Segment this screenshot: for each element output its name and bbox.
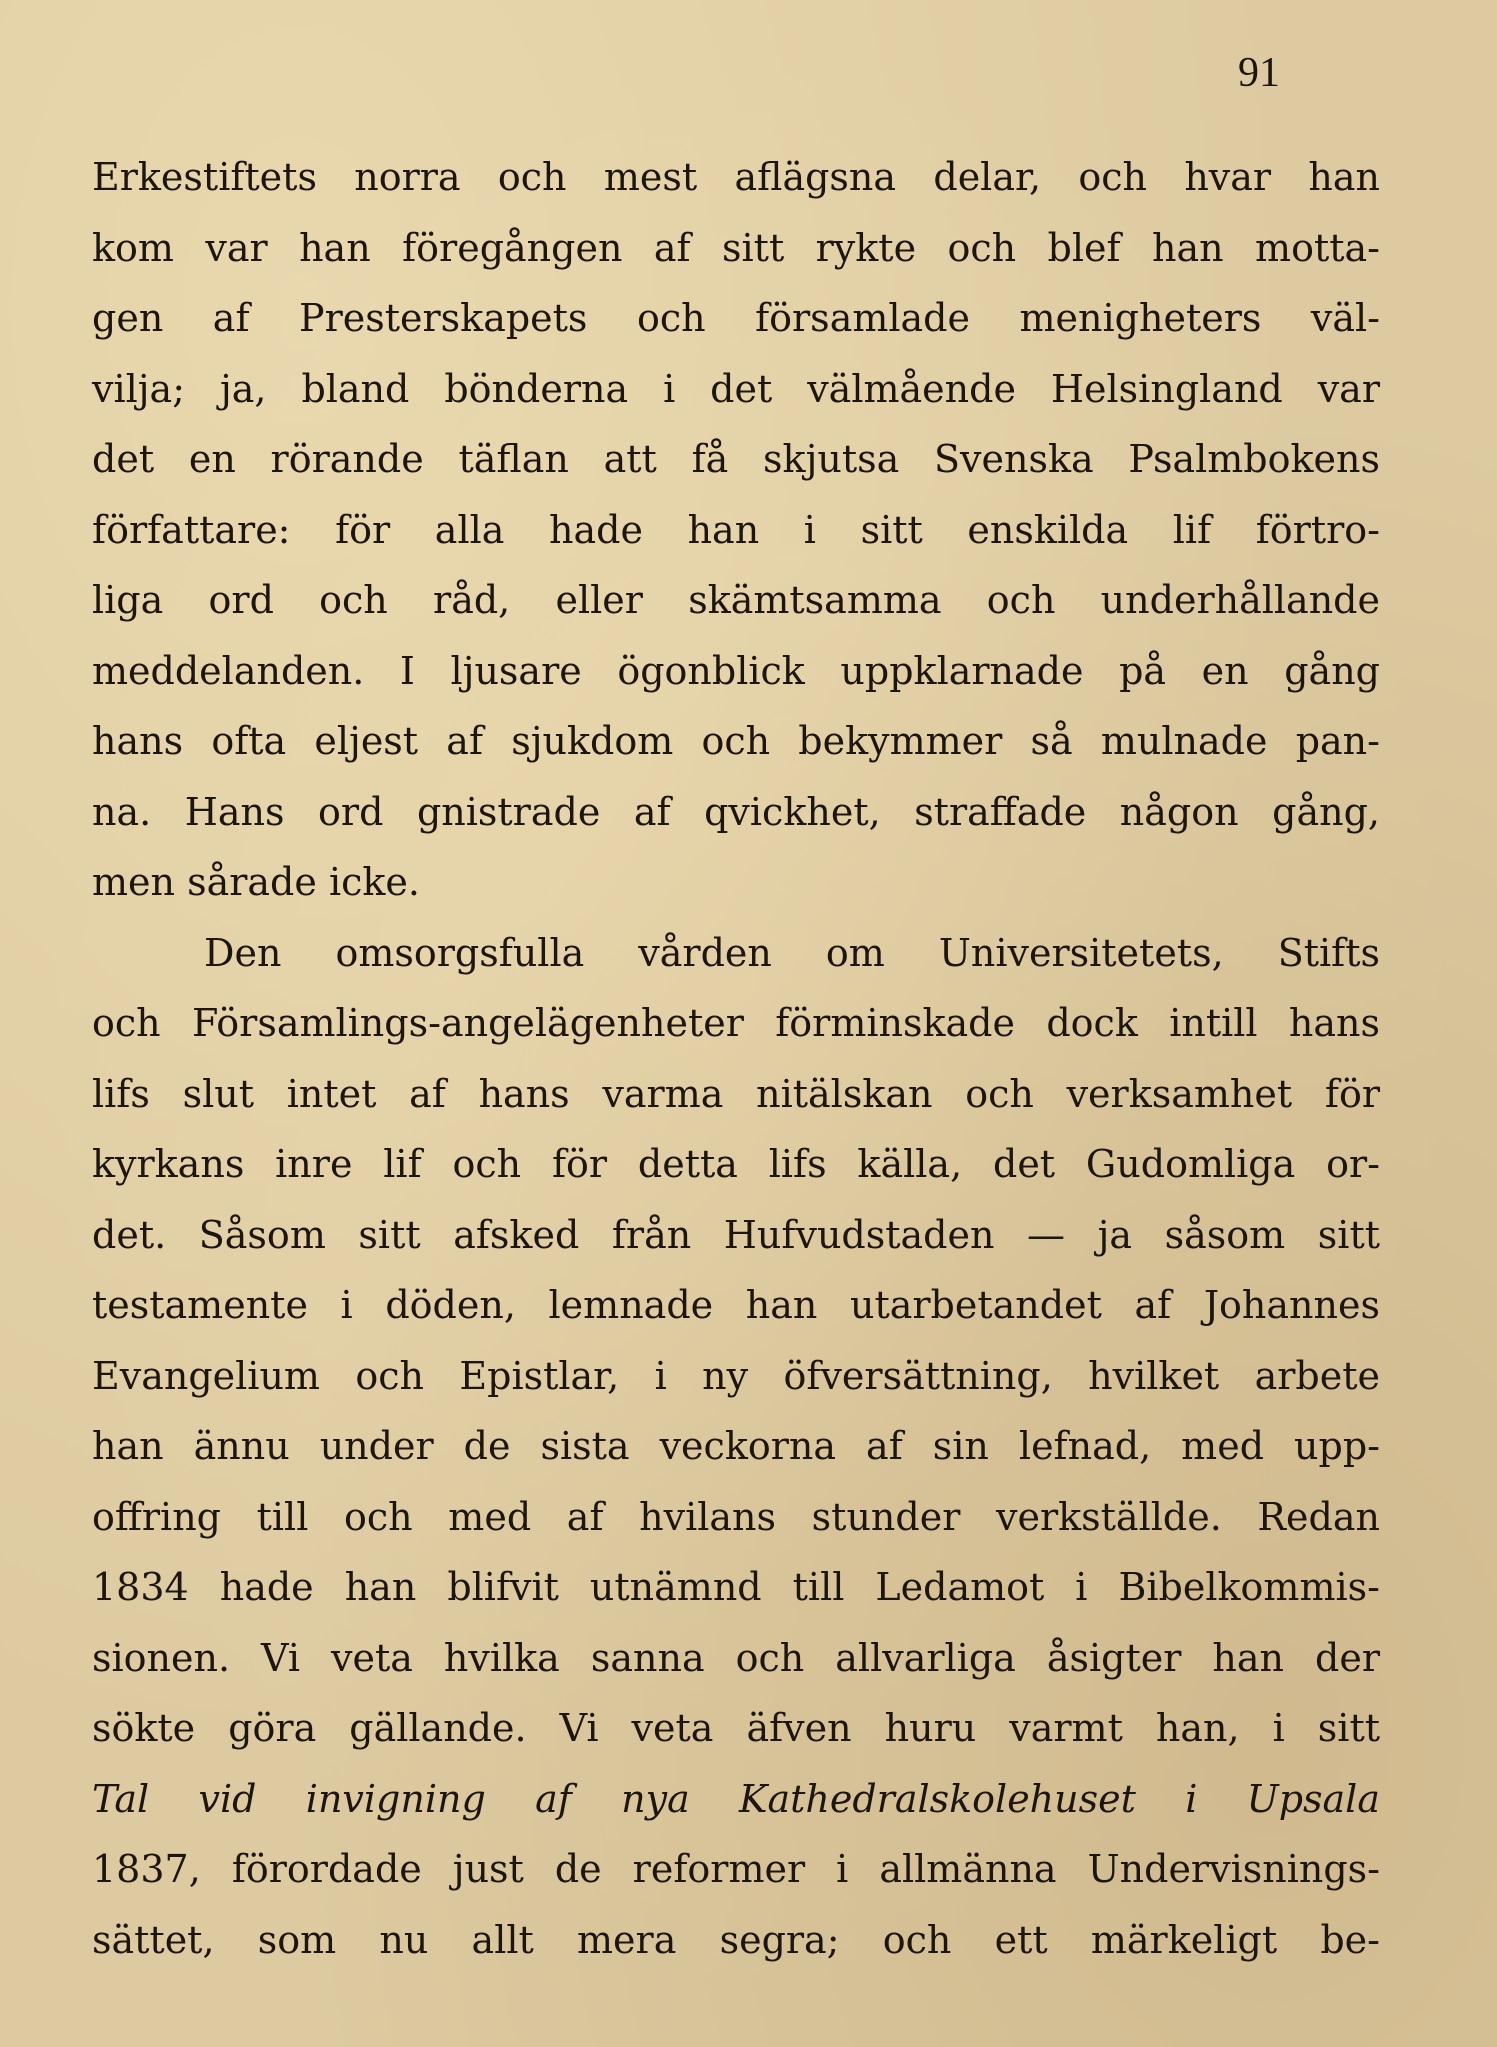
- text-line: 1834 hade han blifvit utnämnd till Ledamot i Bibelkommis-: [92, 1565, 1380, 1609]
- text-line: hans ofta eljest af sjukdom och bekymmer så mulnade pan-: [92, 719, 1380, 763]
- text-line: kyrkans inre lif och för detta lifs källa, det Gudomliga or-: [92, 1142, 1380, 1186]
- text-line: kom var han föregången af sitt rykte och blef han motta-: [92, 225, 1380, 270]
- text-line: sättet, som nu allt mera segra; och ett märkeligt be-: [92, 1917, 1380, 1962]
- page-number: 91: [1238, 50, 1280, 96]
- text-line: Den omsorgsfulla vården om Universitetets, Stifts: [204, 930, 1380, 975]
- text-line: sionen. Vi veta hvilka sanna och allvarliga åsigter han der: [92, 1635, 1380, 1680]
- text-line: men sårade icke.: [92, 860, 420, 904]
- text-line: Evangelium och Epistlar, i ny öfversättning, hvilket arbete: [92, 1353, 1380, 1398]
- text-line: liga ord och råd, eller skämtsamma och underhållande: [92, 578, 1380, 622]
- text-line: gen af Presterskapets och församlade menigheters väl-: [92, 296, 1380, 340]
- text-line: vilja; ja, bland bönderna i det välmående Helsingland var: [92, 366, 1380, 411]
- text-line: 1837, förordade just de reformer i allmänna Undervisnings-: [92, 1847, 1380, 1891]
- text-line: sökte göra gällande. Vi veta äfven huru varmt han, i sitt: [92, 1706, 1380, 1750]
- text-line: lifs slut intet af hans varma nitälskan och verksamhet för: [92, 1071, 1380, 1116]
- text-line: testamente i döden, lemnade han utarbetandet af Johannes: [92, 1283, 1380, 1327]
- text-line: det. Såsom sitt afsked från Hufvudstaden — ja såsom sitt: [92, 1212, 1380, 1257]
- text-line: Erkestiftets norra och mest aflägsna delar, och hvar han: [92, 155, 1380, 199]
- body-text: [92, 142, 1380, 1975]
- text-line: och Församlings-angelägenheter förminskade dock intill hans: [92, 1001, 1380, 1045]
- text-line: det en rörande täflan att få skjutsa Svenska Psalmbokens: [92, 437, 1380, 481]
- text-line: han ännu under de sista veckorna af sin lefnad, med upp-: [92, 1424, 1380, 1468]
- text-line: författare: för alla hade han i sitt enskilda lif förtro-: [92, 507, 1380, 552]
- text-line: meddelanden. I ljusare ögonblick uppklarnade på en gång: [92, 648, 1380, 693]
- text-line: na. Hans ord gnistrade af qvickhet, straffade någon gång,: [92, 789, 1380, 834]
- text-line: offring till och med af hvilans stunder verkställde. Redan: [92, 1494, 1380, 1539]
- text-line-italic-title: Tal vid invigning af nya Kathedralskolehuset i Upsala: [92, 1776, 1380, 1821]
